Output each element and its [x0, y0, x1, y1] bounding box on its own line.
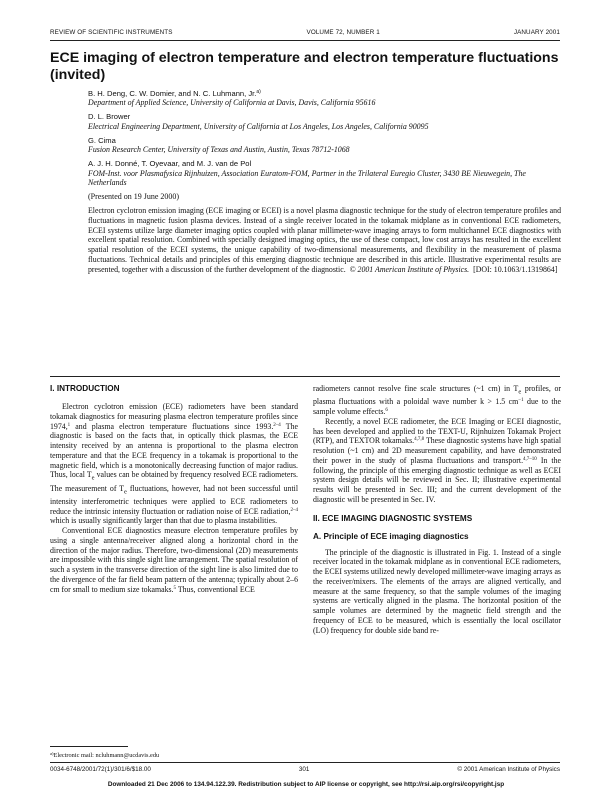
- footer-divider: [50, 762, 560, 763]
- author-line: B. H. Deng, C. W. Domier, and N. C. Luhmann, Jr.$^{a)}$: [88, 89, 261, 98]
- body-paragraph: radiometers cannot resolve fine scale structures (~1 cm) in $T_e$ profiles, or plasma fluctuations with a poloidal wave number k > 1.5 $cm^{-1}$ due to the sample volume effects.$^6$: [313, 384, 561, 417]
- body-paragraph: The principle of the diagnostic is illustrated in Fig. 1. Instead of a single receiver located in the tokamak midplane as in conventional ECE radiometers, the ECEI systems utilized newly developed millimeter-wave imaging arrays as the receiver/mixers. The elements of the arrays are aligned vertically, and measure at the same frequency, so that the sample volumes of the imaging systems are vertically aligned in the plasma. The horizontal position of the sample volumes are determined by the magnetic field strength and the frequency of ECE to be measured, which is essentially the local oscillator (LO) frequency for double side band re-: [313, 547, 561, 635]
- issue-date: JANUARY 2001: [513, 29, 560, 36]
- body-paragraph: Electron cyclotron emission (ECE) radiometers have been standard tokamak diagnostics for measuring plasma electron temperature profiles since 1974,$^1$ and plasma electron temperature fluctuations since 1993.$^{2-4}$ The diagnostic is based on the facts that, in optically thick plasmas, the ECE intensity received by an antenna is proportional to the plasma electron temperature and that the ECE frequency in a tokamak is proportional to the magnetic field, which is a monotonically decreasing function of major radius. Thus, local $T_e$ values can be obtained by frequency resolved ECE radiometers. The measurement of $T_e$ fluctuations, however, had not been successful until intensity interferometric techniques were applied to ECE radiometers to reduce the intrinsic intensity fluctuation or radiation noise of ECE radiation,$^{2-4}$ which is usually significantly larger than that due to plasma instabilities.: [50, 402, 299, 526]
- footnote-marker: a): [256, 89, 261, 95]
- footer-copyright: © 2001 American Institute of Physics: [457, 766, 560, 773]
- volume-number: VOLUME 72, NUMBER 1: [306, 29, 380, 36]
- journal-name: REVIEW OF SCIENTIFIC INSTRUMENTS: [50, 29, 173, 36]
- footnote-divider: [50, 746, 128, 747]
- header-divider: [50, 40, 560, 41]
- citation: 4,7,8: [414, 437, 425, 443]
- citation: 1: [67, 422, 71, 428]
- article-code: 0034-6748/2001/72(1)/301/6/$18.00: [50, 766, 151, 773]
- body-paragraph: Recently, a novel ECE radiometer, the ECE Imaging or ECEI diagnostic, has been developed and applied to the TEXT-U, Rijnhuizen Tokamak Project (RTP), and TEXTOR tokamaks.$^{4,7,8}$ These diagnostic systems have high spatial resolution (~1 cm) and 2D measurement capability, and have demonstrated their power in the study of plasma fluctuations and transport.$^{4,7-10}$ In the following, the principle of this emerging diagnostic technique as well as ECEI system design details will be reviewed in Sec. II; illustrative experimental results will be presented in Sec. III; and the current development of the diagnostic will be presented in Sec. IV.: [313, 416, 561, 504]
- front-matter: [88, 88, 561, 275]
- left-column: [50, 384, 298, 594]
- citation: 6: [385, 408, 388, 414]
- subsection-heading: A. Principle of ECE imaging diagnostics: [313, 531, 469, 541]
- author-line: A. J. H. Donné, T. Oyevaar, and M. J. van de Pol: [88, 159, 252, 169]
- page-number: 301: [298, 766, 310, 773]
- page-footer: [50, 766, 560, 773]
- doi-link[interactable]: [DOI: 10.1063/1.1319864]: [473, 264, 558, 274]
- author-line: G. Cima: [88, 135, 116, 145]
- citation: 2–4: [273, 422, 281, 428]
- section-heading: I. INTRODUCTION: [50, 384, 120, 393]
- citation: 5: [173, 585, 177, 591]
- body-paragraph: Conventional ECE diagnostics measure electron temperature profiles by using a single antenna/receiver aligned along a horizontal chord in the direction of the major radius. Therefore, two-dimensional (2D) measurements are impossible with this single sight line arrangement. The spatial resolution of such a system in the transverse direction of the sight line is also limited due to the divergence of the far field beam pattern of the antenna; typically about 2–6 cm for small to medium size tokamaks.$^5$ Thus, conventional ECE: [50, 526, 298, 594]
- affiliation: Fusion Research Center, University of Texas and Austin, Austin, Texas 78712-1068: [88, 145, 350, 155]
- affiliation: Electrical Engineering Department, University of California at Los Angeles, Los Angeles, California 90095: [88, 121, 429, 131]
- citation: 2–4: [290, 507, 298, 513]
- right-column: [313, 384, 561, 635]
- running-head: [50, 29, 560, 36]
- affiliation: FOM-Inst. voor Plasmafysica Rijnhuizen, Association Euratom-FOM, Partner in the Trilateral Euregio Cluster, 3430 BE Nieuwegein, The Netherlands: [88, 168, 526, 188]
- abstract-copyright: © 2001 American Institute of Physics.: [349, 264, 470, 274]
- paper-title: ECE imaging of electron temperature and electron temperature fluctuations (invited): [50, 50, 559, 83]
- citation: 4,7–10: [523, 456, 537, 462]
- section-heading: II. ECE IMAGING DIAGNOSTIC SYSTEMS: [313, 513, 473, 523]
- abstract: [88, 206, 561, 275]
- download-notice: Downloaded 21 Dec 2006 to 134.94.122.39. Redistribution subject to AIP license or copyright, see http://rsi.aip.org/rsi/copyright.jsp: [107, 781, 505, 788]
- affiliation: Department of Applied Science, University of California at Davis, Davis, California 95616: [88, 98, 376, 108]
- abstract-divider: [50, 376, 560, 377]
- footnote: $^{a)}$Electronic mail: ncluhmann@ucdavis.edu: [50, 751, 160, 759]
- presented-date: (Presented on 19 June 2000): [88, 191, 180, 201]
- author-line: D. L. Brower: [88, 112, 131, 122]
- abstract-text: Electron cyclotron emission imaging (ECE imaging or ECEI) is a novel plasma diagnostic technique for the study of electron temperature profiles and fluctuations in magnetic fusion plasma devices. Instead of a single receiver located in the tokamak midplane as in conventional ECE radiometers, ECEI systems utilize large diameter imaging optics coupled with planar millimeter-wave imaging arrays to form multichannel ECE diagnostics with excellent spatial resolution. Combined with specially designed imaging optics, the use of these compact, low cost arrays has resulted in the excellent spatial resolution of the ECEI systems, the unique capability of two-dimensional measurements, and flexibility in the measurement of plasma fluctuations. Technical details and principles of this emerging diagnostic technique are described in this article. Illustrative experimental results are presented, together with a discussion of the further development of the diagnostic.: [88, 205, 561, 274]
